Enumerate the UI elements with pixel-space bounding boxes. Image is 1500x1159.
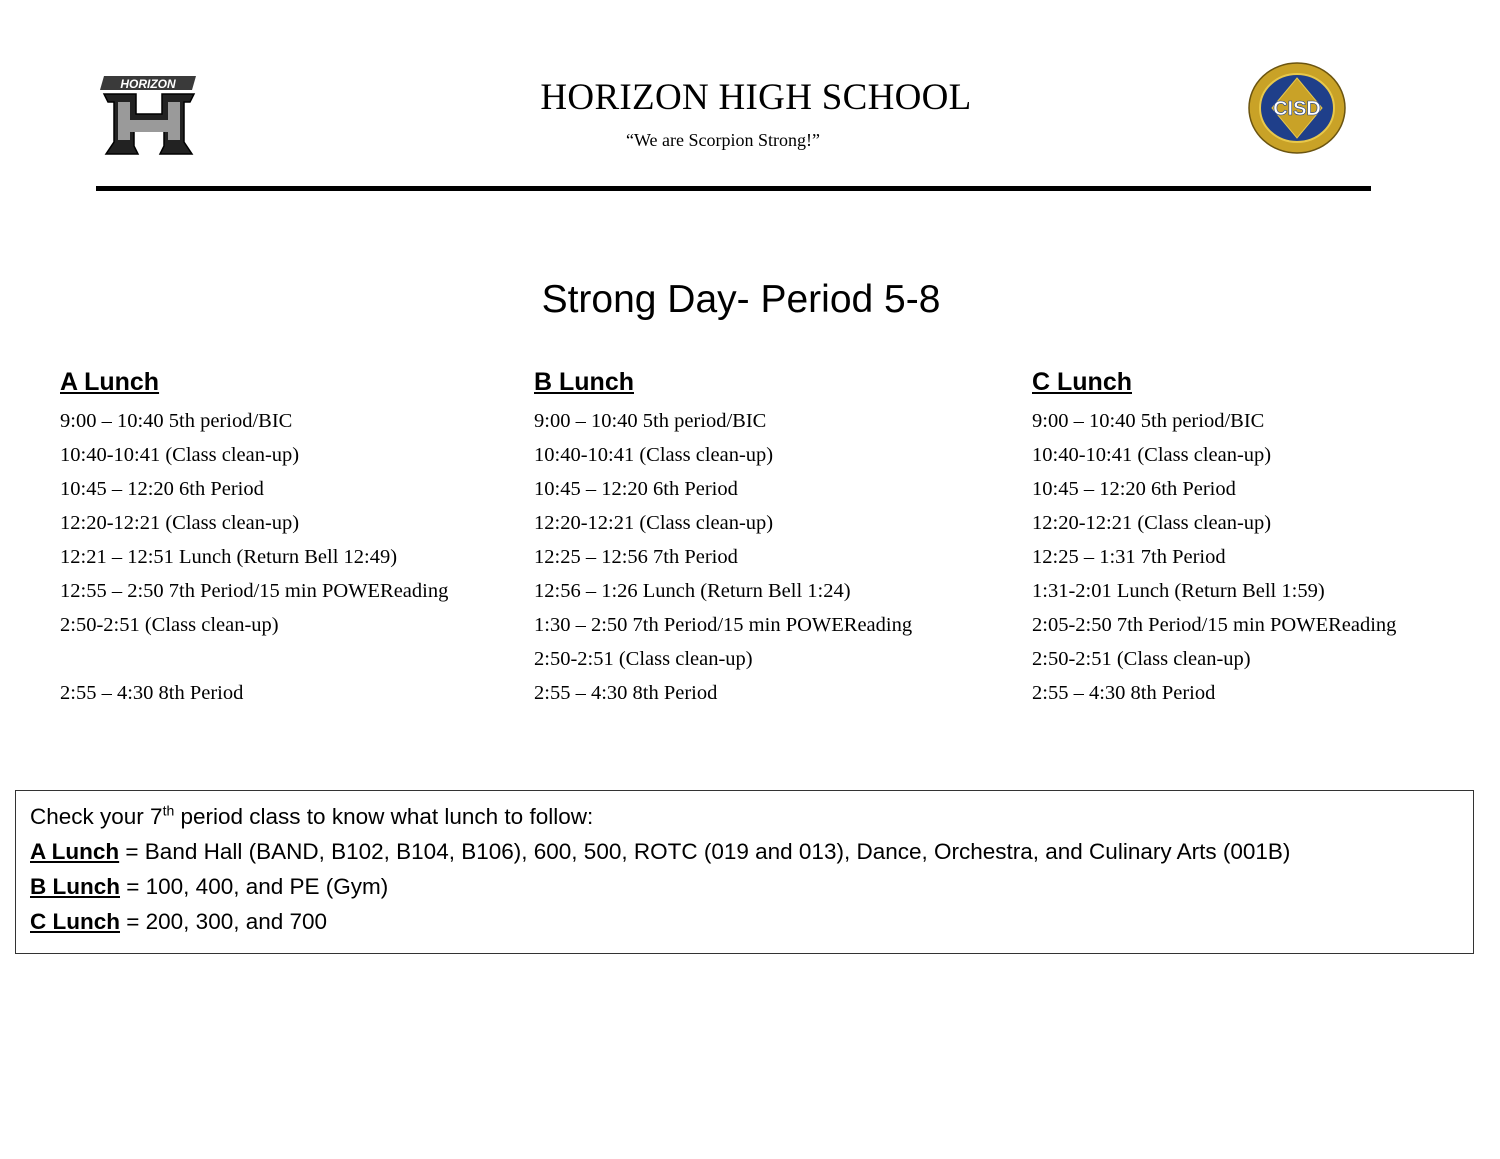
schedule-column-a-lunch [60, 364, 448, 710]
notice-label: B Lunch [30, 874, 120, 899]
schedule-row: 10:45 – 12:20 6th Period [1032, 478, 1236, 500]
notice-item-a-lunch [30, 834, 1473, 869]
cisd-seal-icon [1248, 62, 1348, 154]
schedule-row: 12:20-12:21 (Class clean-up) [534, 512, 774, 534]
schedule-row: 10:45 – 12:20 6th Period [60, 478, 264, 500]
school-motto: “We are Scorpion Strong!” [626, 130, 820, 150]
schedule-row: 12:25 – 12:56 7th Period [534, 546, 738, 568]
schedule-row: 2:50-2:51 (Class clean-up) [1032, 648, 1251, 670]
notice-intro [30, 799, 1473, 834]
notice-label: A Lunch [30, 839, 120, 864]
schedule-row: 12:56 – 1:26 Lunch (Return Bell 1:24) [534, 580, 851, 602]
notice-item-c-lunch [30, 904, 1473, 939]
notice-intro-after: period class to know what lunch to follow: [174, 804, 594, 829]
schedule-row: 10:40-10:41 (Class clean-up) [60, 444, 300, 466]
schedule-row: 12:20-12:21 (Class clean-up) [60, 512, 300, 534]
schedule-row: 10:45 – 12:20 6th Period [534, 478, 738, 500]
schedule-row-blank [60, 642, 448, 676]
schedule-row: 12:25 – 1:31 7th Period [1032, 546, 1226, 568]
schedule-row: 2:55 – 4:30 8th Period [1032, 682, 1216, 704]
schedule-row: 2:50-2:51 (Class clean-up) [534, 648, 753, 670]
cisd-seal [1248, 62, 1348, 154]
notice-text: = 200, 300, and 700 [120, 909, 328, 934]
schedule-row: 2:55 – 4:30 8th Period [60, 682, 244, 704]
schedule-column-c-lunch [1032, 364, 1396, 710]
schedule-row: 12:55 – 2:50 7th Period/15 min POWEReading [60, 580, 449, 602]
logo-wordmark: HORIZON [120, 77, 176, 91]
header-divider [96, 186, 1371, 191]
schedule-row: 10:40-10:41 (Class clean-up) [534, 444, 774, 466]
schedule-row: 10:40-10:41 (Class clean-up) [1032, 444, 1272, 466]
column-heading: B Lunch [534, 368, 634, 396]
schedule-row: 1:31-2:01 Lunch (Return Bell 1:59) [1032, 580, 1325, 602]
schedule-row: 2:05-2:50 7th Period/15 min POWEReading [1032, 614, 1397, 636]
lunch-assignment-notice [15, 790, 1474, 954]
school-name: HORIZON HIGH SCHOOL [540, 77, 972, 118]
column-heading: A Lunch [60, 368, 160, 396]
notice-text: = 100, 400, and PE (Gym) [120, 874, 389, 899]
notice-intro-before: Check your 7 [30, 804, 163, 829]
schedule-row: 1:30 – 2:50 7th Period/15 min POWEReading [534, 614, 913, 636]
schedule-row: 9:00 – 10:40 5th period/BIC [60, 410, 293, 432]
notice-label: C Lunch [30, 909, 120, 934]
seal-text: CISD [1273, 98, 1321, 120]
schedule-column-b-lunch [534, 364, 912, 710]
schedule-row: 2:55 – 4:30 8th Period [534, 682, 718, 704]
notice-intro-sup: th [162, 802, 175, 819]
notice-item-b-lunch [30, 869, 1473, 904]
schedule-row: 9:00 – 10:40 5th period/BIC [1032, 410, 1265, 432]
schedule-row: 9:00 – 10:40 5th period/BIC [534, 410, 767, 432]
schedule-row: 12:21 – 12:51 Lunch (Return Bell 12:49) [60, 546, 398, 568]
schedule-row: 2:50-2:51 (Class clean-up) [60, 614, 279, 636]
schedule-row: 12:20-12:21 (Class clean-up) [1032, 512, 1272, 534]
column-heading: C Lunch [1032, 368, 1132, 396]
page-title: Strong Day- Period 5-8 [541, 278, 941, 321]
notice-text: = Band Hall (BAND, B102, B104, B106), 600, 500, ROTC (019 and 013), Dance, Orchestra, and Culinary Arts (001B) [119, 839, 1291, 864]
